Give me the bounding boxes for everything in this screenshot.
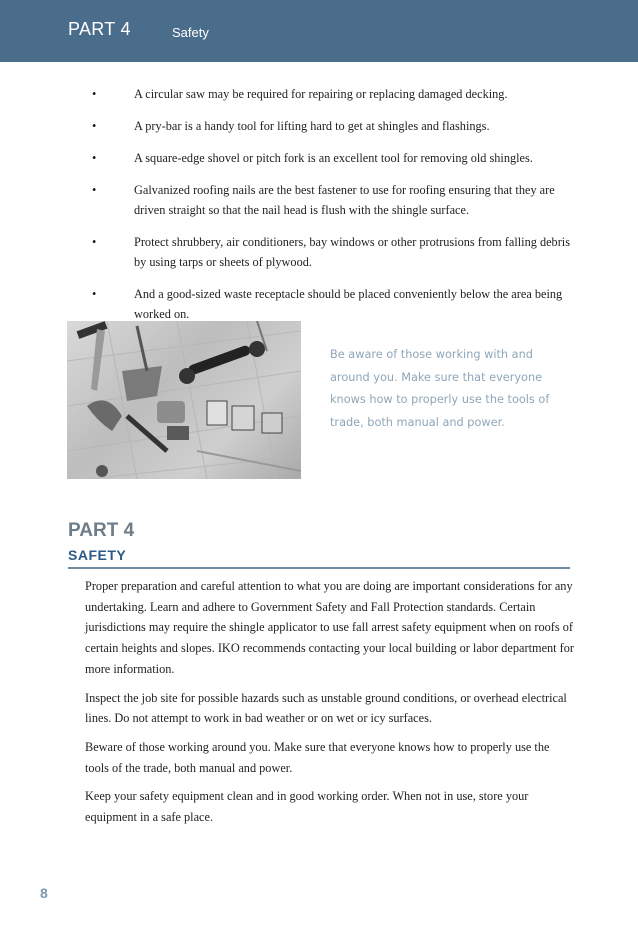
bullet-dot-icon: • bbox=[92, 235, 97, 249]
bullet-item bbox=[92, 232, 582, 272]
tools-photo-illustration bbox=[67, 321, 301, 479]
bullet-item bbox=[92, 116, 582, 136]
bullet-item bbox=[92, 180, 582, 220]
bullet-item bbox=[92, 284, 582, 324]
bullet-text: A square-edge shovel or pitch fork is an excellent tool for removing old shingles. bbox=[134, 151, 533, 165]
header-part-label: PART 4 bbox=[68, 19, 131, 39]
bullet-dot-icon: • bbox=[92, 287, 97, 301]
section-divider bbox=[68, 567, 570, 569]
section-title: SAFETY bbox=[68, 547, 127, 563]
tools-bullet-list bbox=[92, 84, 582, 336]
body-paragraph: Proper preparation and careful attention to what you are doing are important considerations for any undertaking. Learn and adhere to Government Safety and Fall Protection standards. Certain jurisdictions may require the shingle applicator to use fall arrest safety equipment when on roofs of certain heights and slopes. IKO recommends contacting your local building or labor department for more information. bbox=[85, 579, 574, 676]
body-paragraph: Inspect the job site for possible hazards such as unstable ground conditions, or overhead electrical lines. Do not attempt to work in bad weather or on wet or icy surfaces. bbox=[85, 690, 567, 726]
page-number: 8 bbox=[40, 885, 48, 901]
bullet-text: Galvanized roofing nails are the best fastener to use for roofing ensuring that they are driven straight so that the nail head is flush with the shingle surface. bbox=[134, 183, 555, 217]
bullet-text: And a good-sized waste receptacle should be placed conveniently below the area being worked on. bbox=[134, 287, 563, 321]
bullet-text: Protect shrubbery, air conditioners, bay windows or other protrusions from falling debris by using tarps or sheets of plywood. bbox=[134, 235, 570, 269]
roofing-tools-photo bbox=[67, 321, 301, 479]
body-paragraph: Keep your safety equipment clean and in good working order. When not in use, store your equipment in a safe place. bbox=[85, 789, 529, 825]
header-section-label: Safety bbox=[172, 25, 209, 40]
bullet-dot-icon: • bbox=[92, 183, 97, 197]
bullet-dot-icon: • bbox=[92, 119, 97, 133]
page-header bbox=[0, 0, 638, 62]
body-paragraph: Beware of those working around you. Make sure that everyone knows how to properly use the tools of the trade, both manual and power. bbox=[85, 739, 550, 775]
section-body bbox=[85, 576, 575, 836]
section-part-heading: PART 4 bbox=[68, 520, 135, 541]
bullet-item bbox=[92, 148, 582, 168]
bullet-dot-icon: • bbox=[92, 151, 97, 165]
bullet-dot-icon: • bbox=[92, 87, 97, 101]
bullet-text: A circular saw may be required for repairing or replacing damaged decking. bbox=[134, 87, 508, 101]
bullet-text: A pry-bar is a handy tool for lifting hard to get at shingles and flashings. bbox=[134, 119, 490, 133]
safety-callout: Be aware of those working with and around you. Make sure that everyone knows how to properly use the tools of trade, both manual and power. bbox=[330, 348, 550, 429]
bullet-item bbox=[92, 84, 582, 104]
